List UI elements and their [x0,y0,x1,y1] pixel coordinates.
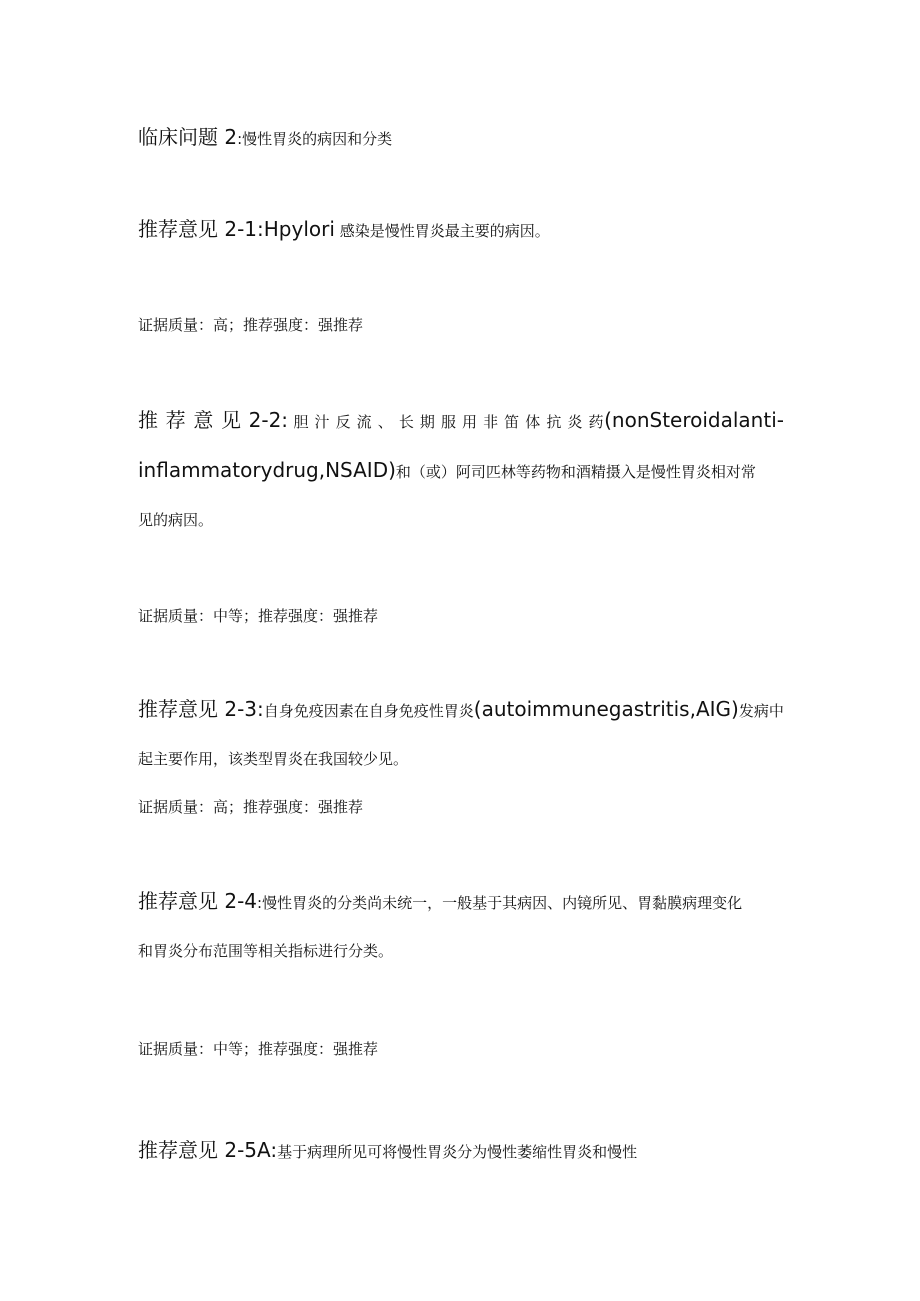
recommendation-2-4-line-1 [138,890,742,914]
rec-2-2-line1-text: 胆 汁 反 流 、 长 期 服 用 非 笛 体 抗 炎 药 [288,413,605,431]
rec-2-3-label: 推荐意见 2-3: [138,697,264,721]
rec-2-1-label: 推荐意见 2-1: [138,217,264,241]
recommendation-2-2-line-2 [138,459,756,483]
recommendation-2-1 [138,218,550,242]
recommendation-2-5a [138,1139,637,1163]
rec-2-2-line1-latin: (nonSteroidalanti- [604,408,784,432]
evidence-quality-2: 证据质量：中等；推荐强度：强推荐 [138,607,379,625]
recommendation-2-4-line-2: 和胃炎分布范围等相关指标进行分类。 [138,942,394,960]
rec-2-5a-label: 推荐意见 2-5A: [138,1138,278,1162]
evidence-quality-4: 证据质量：中等；推荐强度：强推荐 [138,1040,379,1058]
evidence-quality-1: 证据质量：高；推荐强度：强推荐 [138,316,364,334]
rec-2-1-text: 感染是慢性胃炎最主要的病因。 [334,222,550,240]
rec-2-3-line1-text: 自身免疫因素在自身免疫性胃炎 [263,702,474,720]
rec-2-5a-text: 基于病理所见可将慢性胃炎分为慢性萎缩性胃炎和慢性 [277,1143,638,1161]
rec-2-3-line1-latin: (autoimmunegastritis,AIG) [473,697,739,721]
heading-text: :慢性胃炎的病因和分类 [237,130,393,148]
rec-2-1-latin: Hpylori [263,217,335,241]
heading-label: 临床问题 2 [138,125,238,149]
rec-2-2-line2-latin: inflammatorydrug,NSAID) [138,458,396,482]
recommendation-2-3-line-1 [138,698,784,722]
rec-2-4-label: 推荐意见 2-4 [138,889,258,913]
clinical-question-heading [138,126,392,150]
rec-2-2-line2-text: 和（或）阿司匹林等药物和酒精摄入是慢性胃炎相对常 [395,463,756,481]
recommendation-2-2-line-3: 见的病因。 [138,511,214,529]
recommendation-2-3-line-2: 起主要作用，该类型胃炎在我国较少见。 [138,750,409,768]
rec-2-4-line1-text: :慢性胃炎的分类尚未统一，一般基于其病因、内镜所见、胃黏膜病理变化 [257,894,743,912]
recommendation-2-2-line-1 [138,409,784,433]
evidence-quality-3: 证据质量：高；推荐强度：强推荐 [138,798,364,816]
rec-2-2-label: 推 荐 意 见 2-2: [138,408,289,432]
rec-2-3-line1-tail: 发病中 [738,702,784,720]
